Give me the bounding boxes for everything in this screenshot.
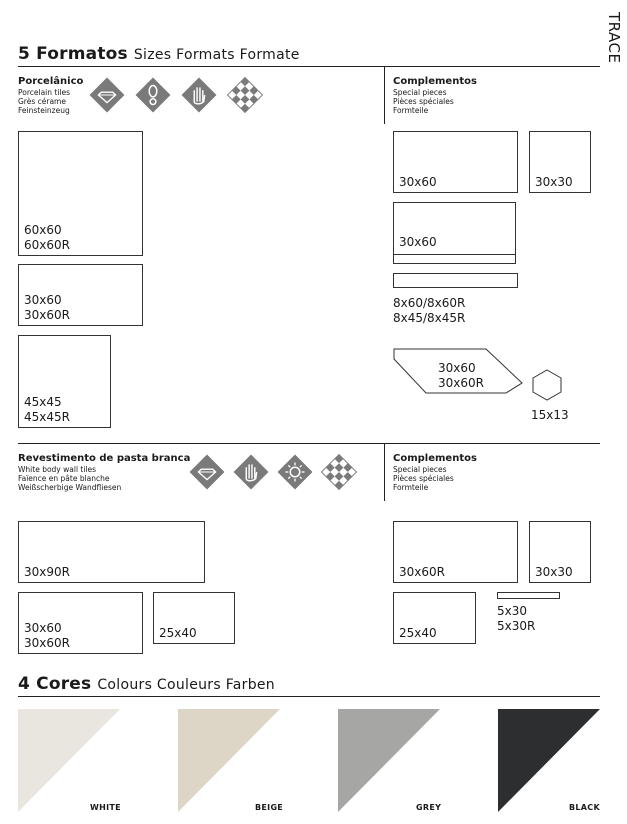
colours-subtitle: Colours Couleurs Farben bbox=[97, 677, 275, 693]
strip-5x30-label: 5x30 5x30R bbox=[497, 604, 536, 633]
special-30x30 bbox=[529, 131, 591, 193]
formats-heading bbox=[18, 44, 300, 64]
special-30x60r bbox=[393, 521, 518, 583]
tile-label: 30x30 bbox=[535, 175, 573, 189]
tile-30x90 bbox=[18, 521, 205, 583]
formats-rule bbox=[18, 66, 600, 67]
complementos-bottom-line-de: Formteile bbox=[393, 483, 429, 492]
tile-25x40 bbox=[153, 592, 235, 644]
swatch-fill bbox=[498, 709, 600, 812]
porcelanico-header bbox=[18, 76, 83, 115]
mesh-icon bbox=[320, 453, 358, 491]
colour-name-white: WHITE bbox=[90, 803, 121, 812]
diamond-floor-icon bbox=[88, 76, 126, 114]
sun-icon bbox=[276, 453, 314, 491]
special-30x30-wall bbox=[529, 521, 591, 583]
tile-label: 30x30 bbox=[535, 565, 573, 579]
hexagon-shape bbox=[530, 368, 564, 402]
revestimento-header bbox=[18, 453, 190, 492]
tile-label: 30x60 30x60R bbox=[24, 293, 70, 322]
special-25x40 bbox=[393, 592, 476, 644]
tile-label: 25x40 bbox=[399, 626, 437, 640]
porcelanico-line-fr: Grès cérame bbox=[18, 97, 66, 106]
complementos-top-line-de: Formteile bbox=[393, 106, 429, 115]
tile-label: 30x60R bbox=[399, 565, 445, 579]
complementos-top-header bbox=[393, 76, 477, 115]
formats-count-title: 5 Formatos bbox=[18, 44, 128, 64]
special-30x60-step bbox=[393, 202, 516, 264]
strip-label: 8x60/8x60R 8x45/8x45R bbox=[393, 296, 466, 325]
hexagon-label: 15x13 bbox=[531, 408, 569, 422]
complementos-bottom-line-fr: Pièces spéciales bbox=[393, 474, 454, 483]
revestimento-line-en: White body wall tiles bbox=[18, 465, 97, 474]
special-strip bbox=[393, 273, 518, 288]
porcelanico-line-en: Porcelain tiles bbox=[18, 88, 71, 97]
hand-icon bbox=[180, 76, 218, 114]
collection-title: TRACE bbox=[605, 12, 623, 64]
swatch-fill bbox=[18, 709, 120, 812]
complementos-bottom-line-en: Special pieces bbox=[393, 465, 447, 474]
complementos-top-line-fr: Pièces spéciales bbox=[393, 97, 454, 106]
special-30x60 bbox=[393, 131, 518, 193]
colours-count-title: 4 Cores bbox=[18, 674, 92, 694]
complementos-top-line-en: Special pieces bbox=[393, 88, 447, 97]
formats-subtitle: Sizes Formats Formate bbox=[133, 47, 300, 63]
special-strip-5x30 bbox=[497, 592, 560, 599]
footprint-icon bbox=[134, 76, 172, 114]
tile-label: 45x45 45x45R bbox=[24, 395, 70, 424]
swatch-grey bbox=[338, 709, 440, 812]
porcelanico-line-de: Feinsteinzeug bbox=[18, 106, 70, 115]
mesh-icon bbox=[226, 76, 264, 114]
complementos-bottom-header bbox=[393, 453, 477, 492]
tile-45x45 bbox=[18, 335, 111, 428]
colour-name-beige: BEIGE bbox=[255, 803, 284, 812]
revestimento-line-fr: Faïence en pâte blanche bbox=[18, 474, 110, 483]
swatch-fill bbox=[338, 709, 440, 812]
diamond-floor-icon bbox=[188, 453, 226, 491]
swatch-fill bbox=[178, 709, 280, 812]
colours-rule bbox=[18, 696, 600, 697]
swatch-black bbox=[498, 709, 600, 812]
corner-step-label: 30x60 30x60R bbox=[438, 361, 484, 390]
tile-label: 30x90R bbox=[24, 565, 70, 579]
complementos-bottom-title: Complementos bbox=[393, 453, 477, 464]
revestimento-line-de: Weißscherbige Wandfliesen bbox=[18, 483, 122, 492]
swatch-white bbox=[18, 709, 120, 812]
tile-label: 25x40 bbox=[159, 626, 197, 640]
tile-label: 30x60 30x60R bbox=[24, 621, 70, 650]
colours-heading bbox=[18, 674, 275, 694]
hand-icon bbox=[232, 453, 270, 491]
revestimento-title: Revestimento de pasta branca bbox=[18, 453, 191, 464]
tile-label: 30x60 bbox=[399, 175, 437, 189]
colour-name-grey: GREY bbox=[416, 803, 442, 812]
top-divider bbox=[384, 66, 385, 124]
tile-60x60 bbox=[18, 131, 143, 256]
tile-30x60-wall bbox=[18, 592, 143, 654]
porcelanico-title: Porcelânico bbox=[18, 76, 84, 87]
tile-label: 30x60 bbox=[399, 235, 437, 249]
complementos-top-title: Complementos bbox=[393, 76, 477, 87]
step-nose bbox=[393, 254, 516, 264]
middle-rule bbox=[18, 443, 600, 444]
tile-30x60 bbox=[18, 264, 143, 326]
tile-label: 60x60 60x60R bbox=[24, 223, 70, 252]
swatch-beige bbox=[178, 709, 280, 812]
bottom-divider bbox=[384, 443, 385, 501]
colour-name-black: BLACK bbox=[569, 803, 600, 812]
